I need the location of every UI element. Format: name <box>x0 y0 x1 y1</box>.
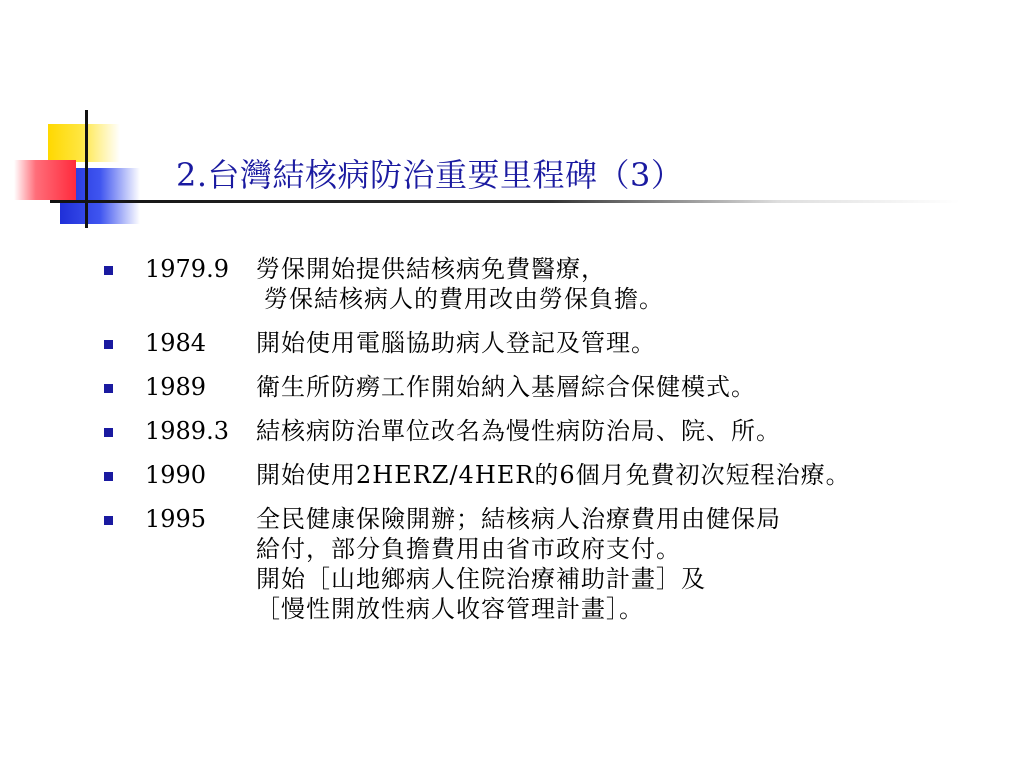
list-item <box>104 372 984 402</box>
logo-vertical-line <box>85 110 88 228</box>
description-line: 開始使用電腦協助病人登記及管理。 <box>256 329 656 357</box>
milestone-year: 1984 <box>145 329 207 357</box>
list-item <box>104 460 984 490</box>
description-line: 勞保結核病人的費用改由勞保負擔。 <box>264 285 664 313</box>
milestone-year: 1990 <box>145 461 207 489</box>
description-line: 全民健康保險開辦；結核病人治療費用由健保局 <box>256 505 781 533</box>
description-line: ［慢性開放性病人收容管理計畫］。 <box>256 595 644 623</box>
milestone-description <box>256 416 984 446</box>
list-item <box>104 254 984 314</box>
description-line: 衛生所防癆工作開始納入基層綜合保健模式。 <box>256 373 756 401</box>
logo-red-square <box>14 160 76 200</box>
list-item <box>104 416 984 446</box>
bullet-icon <box>104 472 113 481</box>
milestone-description <box>256 504 984 624</box>
bullet-icon <box>104 428 113 437</box>
description-line: 結核病防治單位改名為慢性病防治局、院、所。 <box>256 417 781 445</box>
description-line: 開始使用2HERZ/4HER的6個月免費初次短程治療。 <box>256 461 851 489</box>
milestone-year: 1979.9 <box>145 255 229 283</box>
bullet-icon <box>104 384 113 393</box>
milestone-description <box>256 372 984 402</box>
slide-title: 2.台灣結核病防治重要里程碑（3） <box>176 156 684 194</box>
description-line: 勞保開始提供結核病免費醫療， <box>256 255 606 283</box>
title-underline <box>50 200 960 203</box>
logo-yellow-square <box>48 124 120 162</box>
list-item <box>104 328 984 358</box>
milestone-year: 1995 <box>145 505 207 533</box>
bullet-icon <box>104 516 113 525</box>
milestone-list <box>104 254 984 638</box>
milestone-description <box>256 460 984 490</box>
milestone-year: 1989 <box>145 373 207 401</box>
list-item <box>104 504 984 624</box>
milestone-description <box>256 328 984 358</box>
bullet-icon <box>104 340 113 349</box>
description-line: 開始［山地鄉病人住院治療補助計畫］及 <box>256 565 706 593</box>
milestone-description <box>256 254 984 314</box>
milestone-year: 1989.3 <box>145 417 229 445</box>
bullet-icon <box>104 266 113 275</box>
description-line: 給付，部分負擔費用由省市政府支付。 <box>256 535 681 563</box>
